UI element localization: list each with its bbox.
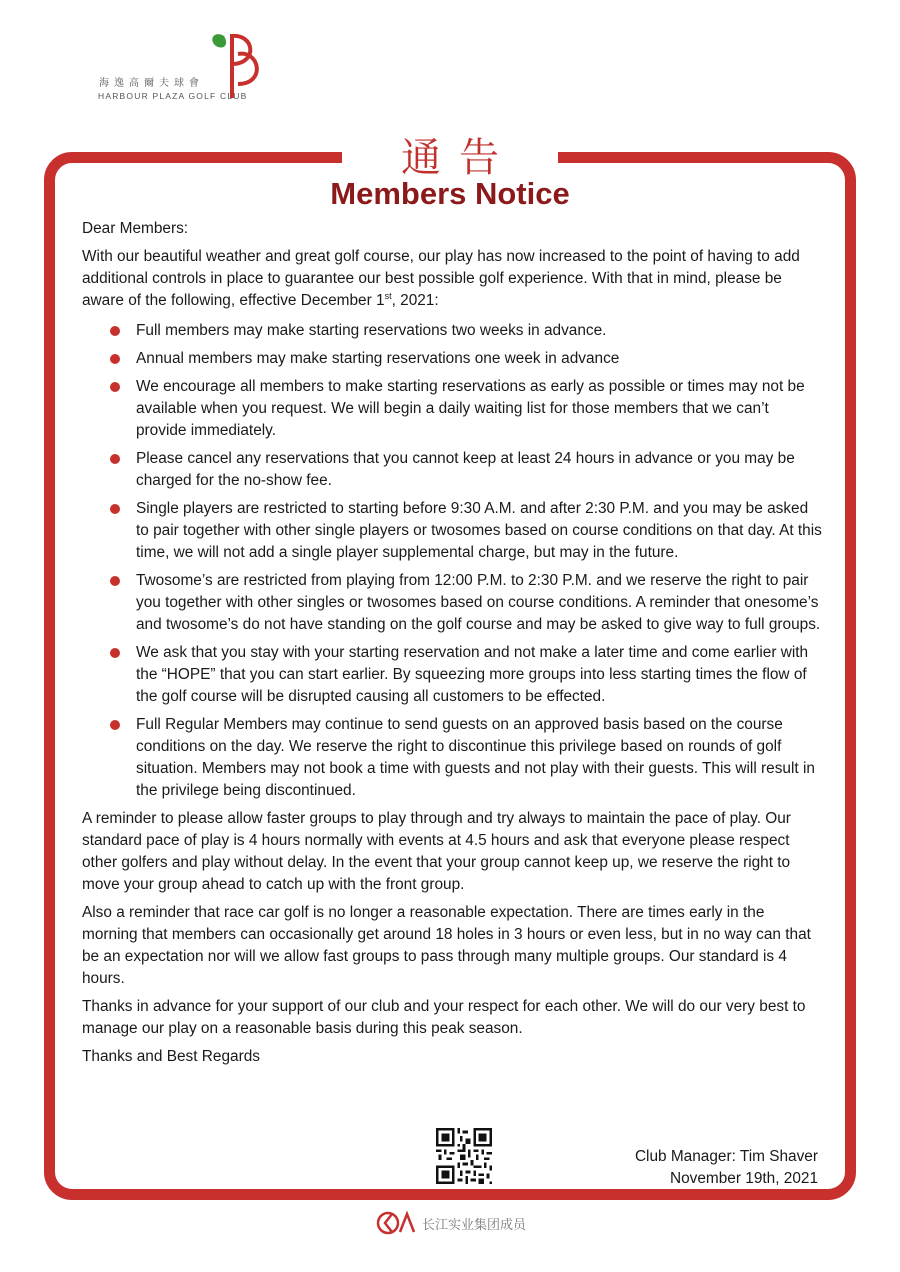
notice-date: November 19th, 2021 <box>669 1170 818 1187</box>
bullet-icon <box>110 382 120 392</box>
logo-chinese-name: 海逸高爾夫球會 <box>99 78 204 89</box>
salutation: Dear Members: <box>82 220 189 237</box>
pace-paragraph: A reminder to please allow faster groups to play through and try always to maintain the pace of play. Our standard pace of play is 4 hours normally with events at 4.5 hours and ask that everyone please respect other golfers and play without delay. In the event that your group cannot keep up, we reserve the right to move your group ahead to catch up with the front group. <box>82 810 791 893</box>
footer <box>376 1210 576 1236</box>
notice-title-english: Members Notice <box>330 176 570 211</box>
bullet-icon <box>110 354 120 364</box>
notice-title-chinese: 通告 <box>401 135 517 181</box>
thanks-paragraph: Thanks in advance for your support of our club and your respect for each other. We will do our very best to manage our play on a reasonable basis during this peak season. <box>82 998 806 1037</box>
list-item-text: We encourage all members to make starting reservations as early as possible or times may not be available when you request. We will begin a daily waiting list for those members that we can’t provide immediately. <box>136 378 805 439</box>
list-item <box>82 642 822 708</box>
signature-block <box>635 1146 818 1190</box>
notice-body <box>82 218 822 1074</box>
intro-text: With our beautiful weather and great golf course, our play has now increased to the point of having to add additional controls in place to guarantee our best possible golf experience. With that in mind, please be aware of the following, effective December 1 <box>82 248 800 309</box>
list-item-text: Annual members may make starting reservations one week in advance <box>136 350 620 367</box>
bullet-icon <box>110 720 120 730</box>
list-item-text: Twosome’s are restricted from playing from 12:00 P.M. to 2:30 P.M. and we reserve the right to pair you together with other singles or twosomes based on course conditions. A reminder that onesome’s and twosome’s do not have standing on the golf course and may be asked to give way to full groups. <box>136 572 821 633</box>
list-item-text: Please cancel any reservations that you cannot keep at least 24 hours in advance or you may be charged for the no-show fee. <box>136 450 795 489</box>
list-item <box>82 348 822 370</box>
list-item <box>82 320 822 342</box>
bullet-icon <box>110 648 120 658</box>
bullet-icon <box>110 576 120 586</box>
list-item <box>82 498 822 564</box>
intro-paragraph <box>82 246 822 312</box>
ckh-logo-icon <box>376 1210 418 1236</box>
list-item <box>82 570 822 636</box>
list-item-text: Single players are restricted to starting before 9:30 A.M. and after 2:30 P.M. and you may be asked to pair together with other single players or twosomes based on course conditions on that day. At this time, we will not add a single player supplemental charge, but may in the future. <box>136 500 822 561</box>
bullet-icon <box>110 326 120 336</box>
list-item-text: Full Regular Members may continue to send guests on an approved basis based on the course conditions on the day. We reserve the right to discontinue this privilege based on rounds of golf situation. Members may not book a time with guests and not play with their guests. This will result in the privilege being discontinued. <box>136 716 815 799</box>
race-paragraph: Also a reminder that race car golf is no longer a reasonable expectation. There are times early in the morning that members can occasionally get around 18 holes in 3 hours or even less, but in no way can that be an expectation nor will we allow fast groups to pass through many multiple groups. Our standard is 4 hours. <box>82 904 811 987</box>
rules-list <box>82 320 822 802</box>
intro-text-end: , 2021: <box>391 292 439 309</box>
group-member-text: 长江实业集团成员 <box>422 1217 527 1232</box>
intro-superscript: st <box>384 290 392 301</box>
manager-name: Club Manager: Tim Shaver <box>634 1148 818 1165</box>
list-item <box>82 714 822 802</box>
club-logo <box>96 28 286 108</box>
closing-line: Thanks and Best Regards <box>82 1048 260 1065</box>
list-item-text: We ask that you stay with your starting reservation and not make a later time and come earlier with the “HOPE” that you can start earlier. By squeezing more groups into less starting times the flow of the golf course will be disrupted causing all customers to be effected. <box>136 644 809 705</box>
list-item <box>82 376 822 442</box>
bullet-icon <box>110 504 120 514</box>
list-item-text: Full members may make starting reservations two weeks in advance. <box>136 322 607 339</box>
list-item <box>82 448 822 492</box>
bullet-icon <box>110 454 120 464</box>
logo-english-name: HARBOUR PLAZA GOLF CLUB <box>98 91 248 101</box>
qr-code-icon <box>436 1128 492 1184</box>
